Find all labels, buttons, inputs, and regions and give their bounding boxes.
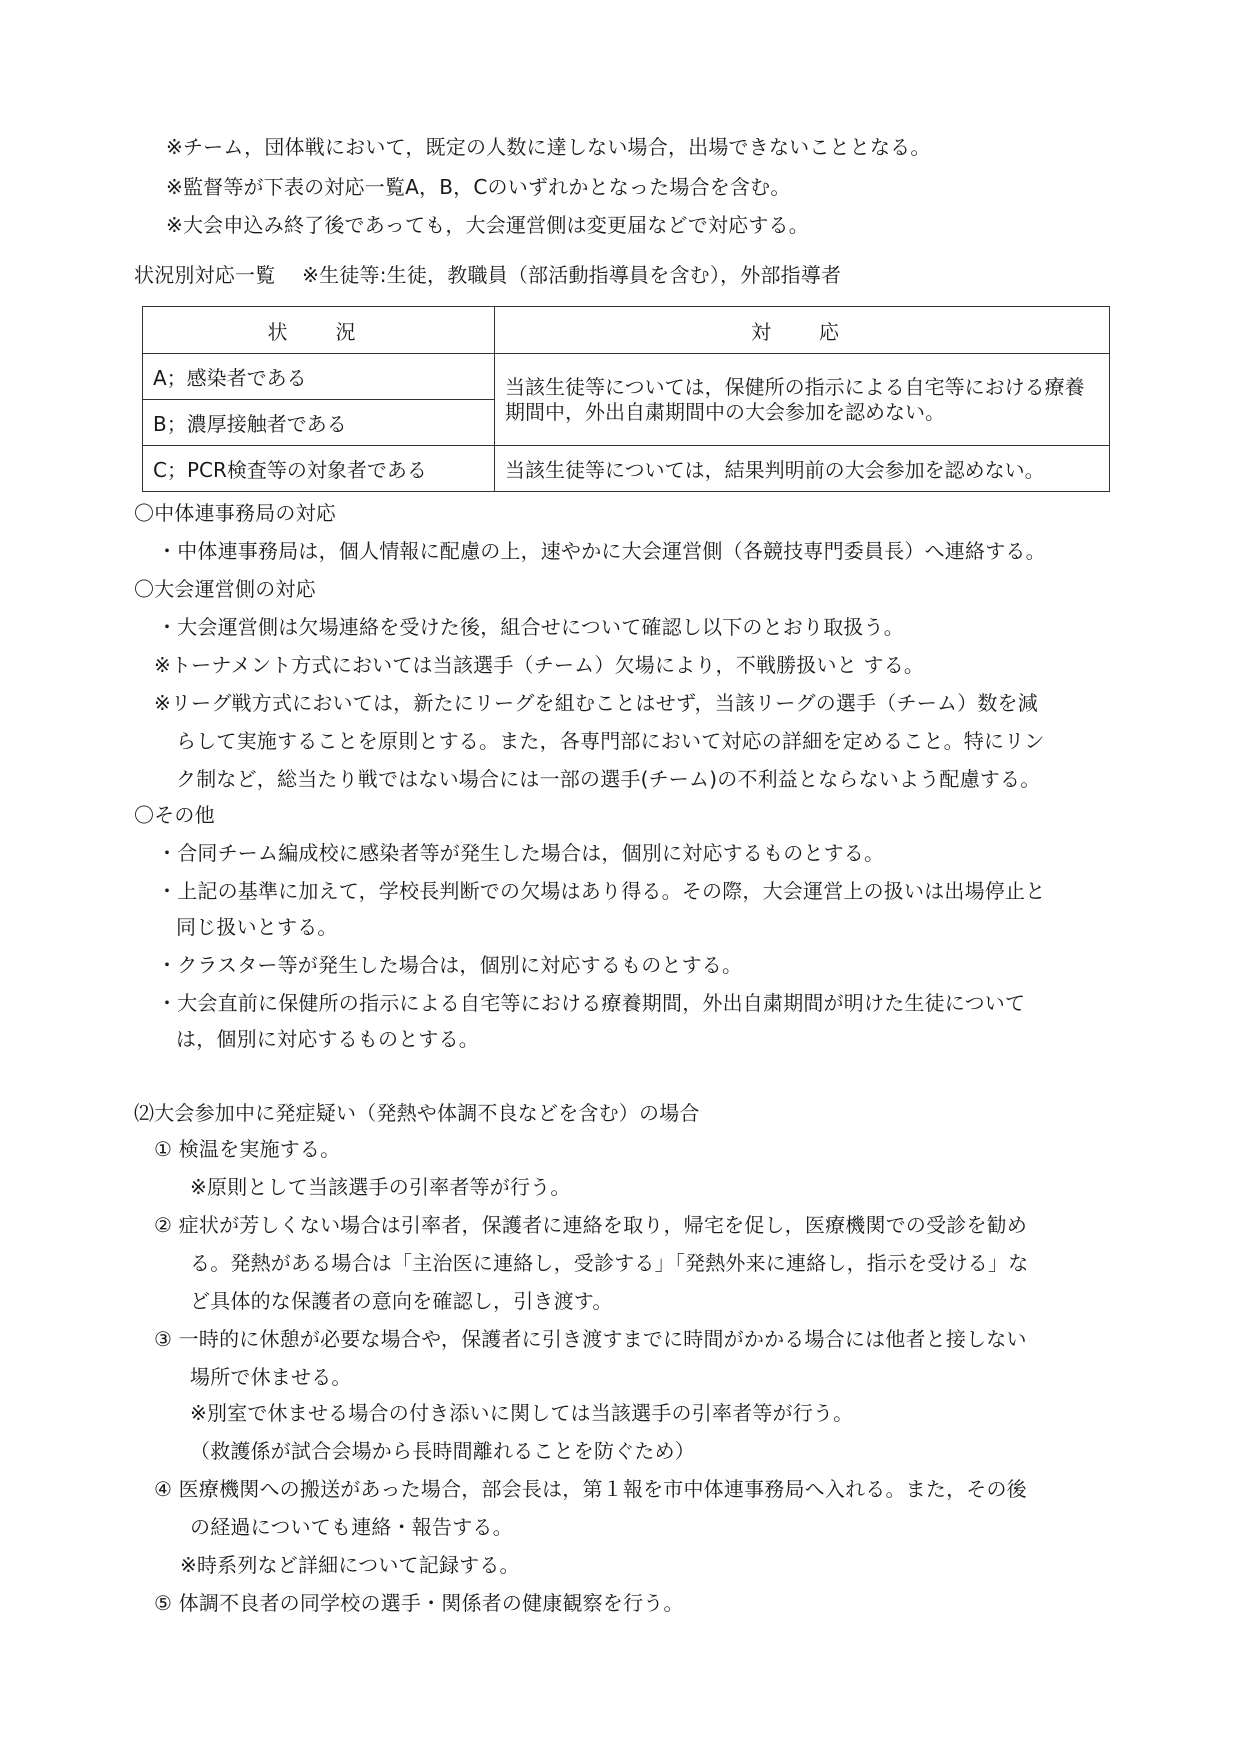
bullet-item: 同じ扱いとする。 (176, 915, 338, 939)
table-header-row (143, 307, 1110, 354)
condition-c: C；PCR検査等の対象者である (143, 446, 495, 492)
step-note: ※時系列など詳細について記録する。 (180, 1553, 520, 1577)
step-note: （救護係が試合会場から長時間離れることを防ぐため） (190, 1439, 695, 1463)
step-item: ③ 一時的に休憩が必要な場合や，保護者に引き渡すまでに時間がかかる場合には他者と接しない (154, 1327, 1027, 1351)
step-item: る。発熱がある場合は「主治医に連絡し，受診する」「発熱外来に連絡し，指示を受ける」な (190, 1251, 1029, 1275)
table-row (143, 354, 1110, 400)
step-note: ※別室で休ませる場合の付き添いに関しては当該選手の引率者等が行う。 (190, 1401, 854, 1425)
step-item: ⑤ 体調不良者の同学校の選手・関係者の健康観察を行う。 (154, 1591, 684, 1615)
bullet-item: ・上記の基準に加えて，学校長判断での欠場はあり得る。その際，大会運営上の扱いは出場停止と (157, 879, 1046, 903)
step-note: ※原則として当該選手の引率者等が行う。 (190, 1175, 571, 1199)
section-heading: 〇大会運営側の対応 (134, 577, 316, 601)
condition-a: A；感染者である (143, 354, 495, 400)
bullet-item: ・合同チーム編成校に感染者等が発生した場合は，個別に対応するものとする。 (157, 841, 885, 865)
response-c: 当該生徒等については，結果判明前の大会参加を認めない。 (495, 446, 1110, 492)
bullet-item: ・大会直前に保健所の指示による自宅等における療養期間，外出自粛期間が明けた生徒について (157, 991, 1026, 1015)
note-item: ※トーナメント方式においては当該選手（チーム）欠場により，不戦勝扱いと する。 (154, 653, 925, 677)
bullet-item: は，個別に対応するものとする。 (176, 1027, 479, 1051)
note-item: ※リーグ戦方式においては，新たにリーグを組むことはせず，当該リーグの選手（チーム）数を減 (154, 691, 1038, 715)
note-item: らして実施することを原則とする。また，各専門部において対応の詳細を定めること。特にリン (176, 729, 1045, 753)
header-condition: 状 況 (143, 307, 495, 354)
status-response-table (142, 306, 1110, 492)
table-row (143, 446, 1110, 492)
table-caption: 状況別対応一覧 ※生徒等:生徒，教職員（部活動指導員を含む），外部指導者 (134, 263, 842, 287)
bullet-item: ・クラスター等が発生した場合は，個別に対応するものとする。 (157, 953, 743, 977)
step-item: ② 症状が芳しくない場合は引率者，保護者に連絡を取り，帰宅を促し，医療機関での受診を勧め (154, 1213, 1028, 1237)
response-ab: 当該生徒等については，保健所の指示による自宅等における療養期間中，外出自粛期間中の大会参加を認めない。 (495, 354, 1110, 446)
bullet-item: ・大会運営側は欠場連絡を受けた後，組合せについて確認し以下のとおり取扱う。 (157, 615, 904, 639)
section-heading: 〇中体連事務局の対応 (134, 501, 336, 525)
step-item: の経過についても連絡・報告する。 (190, 1515, 513, 1539)
intro-note: ※チーム，団体戦において，既定の人数に達しない場合，出場できないこととなる。 (166, 135, 931, 159)
section-heading: 〇その他 (134, 803, 215, 827)
note-item: ク制など，総当たり戦ではない場合には一部の選手(チーム)の不利益とならないよう配慮する。 (176, 767, 1041, 791)
bullet-item: ・中体連事務局は，個人情報に配慮の上，速やかに大会運営側（各競技専門委員長）へ連絡する。 (157, 539, 1046, 563)
step-item: ④ 医療機関への搬送があった場合，部会長は，第１報を市中体連事務局へ入れる。また，その後 (154, 1477, 1027, 1501)
step-item: ど具体的な保護者の意向を確認し，引き渡す。 (190, 1289, 613, 1313)
header-response: 対 応 (495, 307, 1110, 354)
condition-b: B；濃厚接触者である (143, 400, 495, 446)
step-item: 場所で休ませる。 (190, 1365, 352, 1389)
step-item: ① 検温を実施する。 (154, 1137, 341, 1161)
intro-note: ※大会申込み終了後であっても，大会運営側は変更届などで対応する。 (166, 213, 809, 237)
section-heading: ⑵大会参加中に発症疑い（発熱や体調不良などを含む）の場合 (134, 1101, 700, 1125)
intro-note: ※監督等が下表の対応一覧A，B，Cのいずれかとなった場合を含む。 (166, 175, 791, 199)
